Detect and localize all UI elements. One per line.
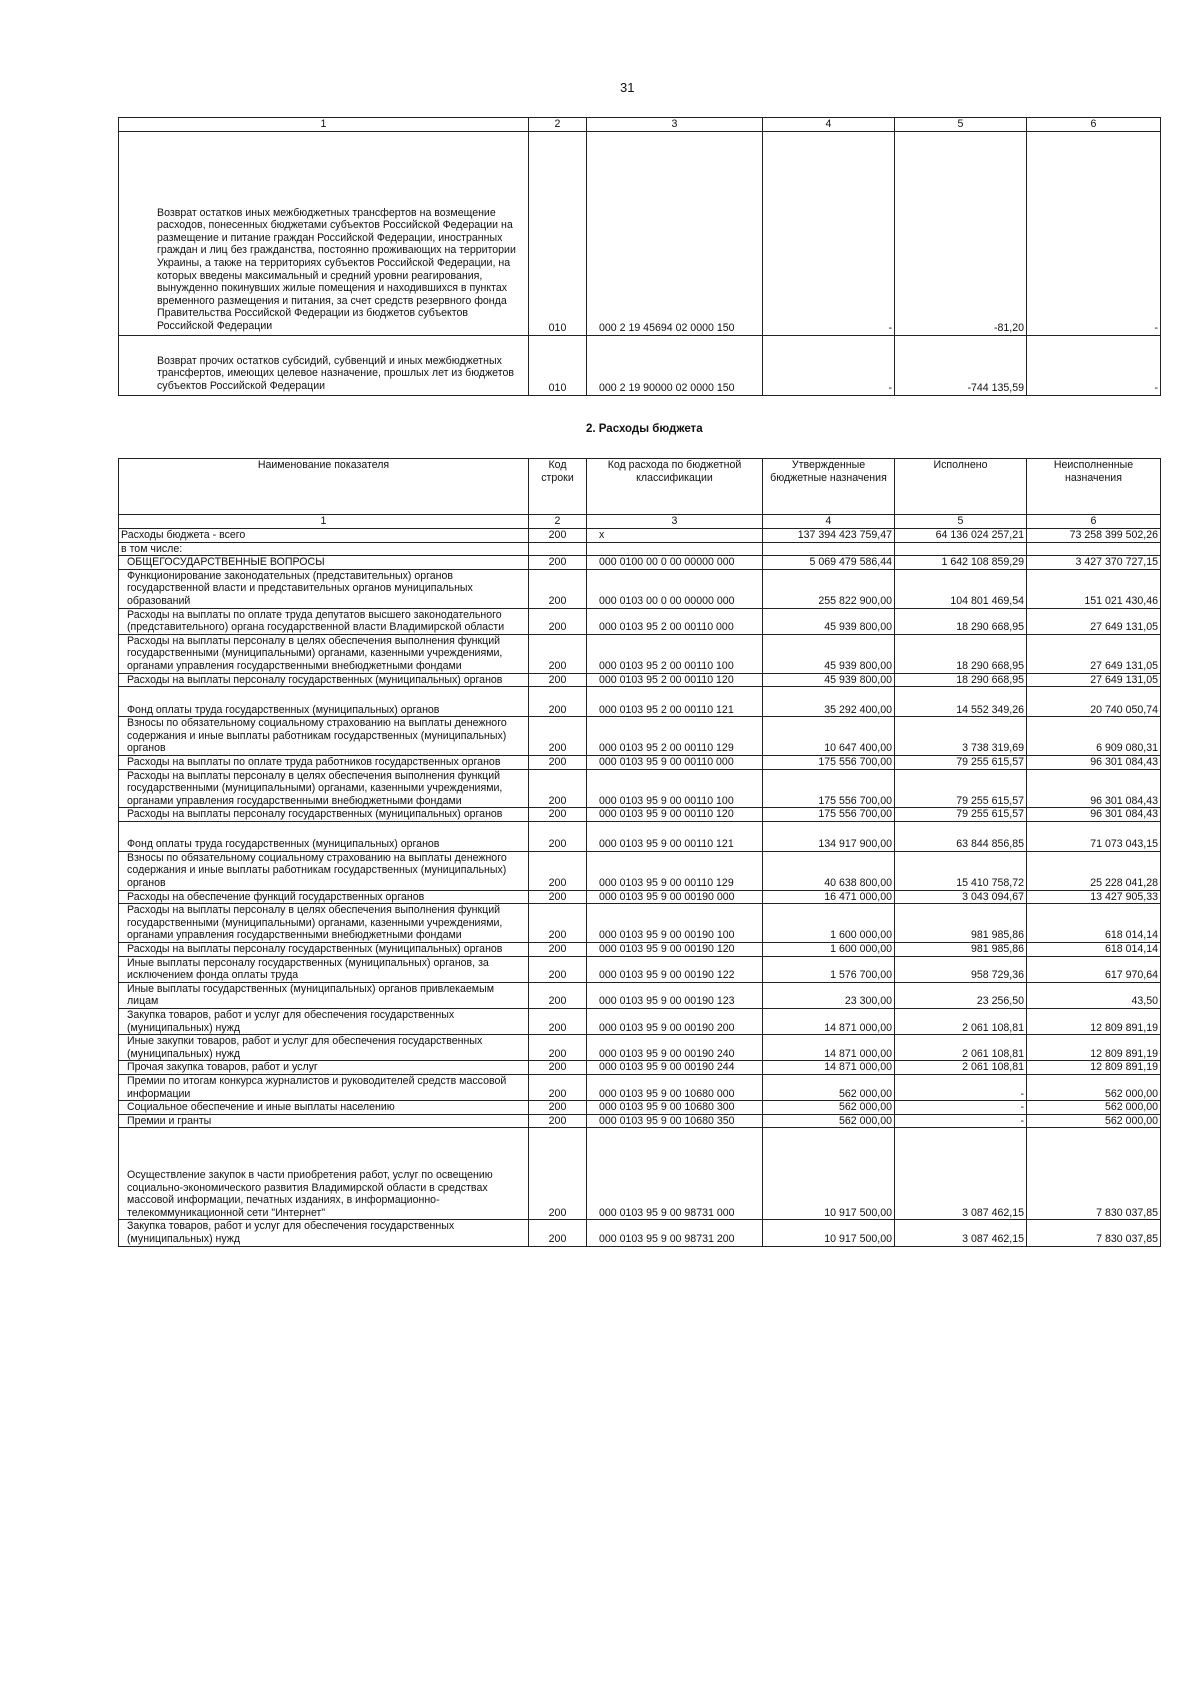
row-line-code: 200	[529, 1220, 587, 1246]
expenses-table	[118, 458, 1161, 1247]
table-row	[119, 982, 1161, 1008]
row-line-code: 010	[529, 131, 587, 335]
table-row	[119, 673, 1161, 687]
row-executed: 18 290 668,95	[895, 634, 1027, 673]
table-row	[119, 1035, 1161, 1061]
row-budget-code: 000 0103 95 9 00 00110 121	[587, 821, 763, 851]
row-budget-code	[587, 542, 763, 556]
row-line-code: 200	[529, 717, 587, 756]
table-row	[119, 808, 1161, 822]
row-unexecuted: 7 830 037,85	[1027, 1128, 1161, 1220]
row-approved: 5 069 479 586,44	[763, 556, 895, 570]
col-num: 4	[763, 515, 895, 529]
row-budget-code: 000 0103 95 2 00 00110 120	[587, 673, 763, 687]
row-approved: 40 638 800,00	[763, 851, 895, 890]
row-budget-code: 000 0103 95 9 00 00110 000	[587, 755, 763, 769]
row-approved: 134 917 900,00	[763, 821, 895, 851]
row-name: Расходы на выплаты персоналу в целях обеспечения выполнения функций государственными (муниципальными) органами, казенными учреждениями, органами управления государственными внебюджетными фондами	[119, 904, 529, 943]
col-num: 2	[529, 118, 587, 132]
row-unexecuted: 96 301 084,43	[1027, 769, 1161, 808]
table-row	[119, 1114, 1161, 1128]
row-line-code: 200	[529, 556, 587, 570]
row-line-code: 200	[529, 904, 587, 943]
expenses-table-body	[119, 528, 1161, 1246]
row-executed: -744 135,59	[895, 335, 1027, 395]
row-approved: 562 000,00	[763, 1101, 895, 1115]
table-row	[119, 956, 1161, 982]
row-unexecuted: 13 427 905,33	[1027, 890, 1161, 904]
table-row	[119, 1061, 1161, 1075]
table-row	[119, 943, 1161, 957]
row-executed: 3 738 319,69	[895, 717, 1027, 756]
row-line-code: 200	[529, 687, 587, 717]
row-line-code: 200	[529, 1074, 587, 1100]
row-unexecuted: -	[1027, 335, 1161, 395]
row-line-code: 200	[529, 608, 587, 634]
income-returns-table	[118, 117, 1161, 396]
row-budget-code: 000 0103 95 9 00 00190 244	[587, 1061, 763, 1075]
row-unexecuted	[1027, 542, 1161, 556]
row-line-code: 200	[529, 1061, 587, 1075]
header-row	[119, 459, 1161, 515]
row-executed: 981 985,86	[895, 943, 1027, 957]
column-number-row	[119, 118, 1161, 132]
row-executed: 79 255 615,57	[895, 808, 1027, 822]
row-name: Расходы бюджета - всего	[119, 528, 529, 542]
table-row	[119, 717, 1161, 756]
table-row	[119, 755, 1161, 769]
row-unexecuted: 617 970,64	[1027, 956, 1161, 982]
row-line-code: 200	[529, 634, 587, 673]
row-approved: 14 871 000,00	[763, 1061, 895, 1075]
row-approved: 175 556 700,00	[763, 808, 895, 822]
table-row	[119, 1220, 1161, 1246]
row-name: в том числе:	[119, 542, 529, 556]
row-unexecuted: 151 021 430,46	[1027, 569, 1161, 608]
section-title: 2. Расходы бюджета	[586, 423, 703, 435]
row-unexecuted: 562 000,00	[1027, 1074, 1161, 1100]
row-line-code: 200	[529, 1101, 587, 1115]
row-executed: -	[895, 1114, 1027, 1128]
row-line-code: 010	[529, 335, 587, 395]
table-row	[119, 528, 1161, 542]
row-name: Закупка товаров, работ и услуг для обеспечения государственных (муниципальных) нужд	[119, 1220, 529, 1246]
table-row	[119, 131, 1161, 335]
header-unexecuted: Неисполненные назначения	[1027, 459, 1161, 515]
col-num: 2	[529, 515, 587, 529]
row-approved: -	[763, 335, 895, 395]
row-approved: 175 556 700,00	[763, 755, 895, 769]
row-budget-code: x	[587, 528, 763, 542]
row-name: Премии и гранты	[119, 1114, 529, 1128]
col-num: 5	[895, 118, 1027, 132]
row-approved: 10 647 400,00	[763, 717, 895, 756]
table-row	[119, 1128, 1161, 1220]
header-name: Наименование показателя	[119, 459, 529, 515]
row-unexecuted: 20 740 050,74	[1027, 687, 1161, 717]
row-budget-code: 000 0103 95 2 00 00110 129	[587, 717, 763, 756]
header-approved: Утвержденные бюджетные назначения	[763, 459, 895, 515]
row-approved: 23 300,00	[763, 982, 895, 1008]
row-budget-code: 000 0103 95 2 00 00110 121	[587, 687, 763, 717]
row-unexecuted: 3 427 370 727,15	[1027, 556, 1161, 570]
row-unexecuted: 27 649 131,05	[1027, 608, 1161, 634]
row-budget-code: 000 0100 00 0 00 00000 000	[587, 556, 763, 570]
row-line-code: 200	[529, 1035, 587, 1061]
row-name: Возврат прочих остатков субсидий, субвенций и иных межбюджетных трансфертов, имеющих целевое назначение, прошлых лет из бюджетов субъектов Российской Федерации	[119, 335, 529, 395]
row-line-code: 200	[529, 851, 587, 890]
row-name: Расходы на выплаты по оплате труда депутатов высшего законодательного (представительного) органа государственной власти Владимирской области	[119, 608, 529, 634]
row-name: Премии по итогам конкурса журналистов и руководителей средств массовой информации	[119, 1074, 529, 1100]
row-budget-code: 000 0103 95 9 00 00110 129	[587, 851, 763, 890]
header-line-code: Код строки	[529, 459, 587, 515]
row-name: Фонд оплаты труда государственных (муниципальных) органов	[119, 821, 529, 851]
row-executed: 18 290 668,95	[895, 673, 1027, 687]
row-name: Взносы по обязательному социальному страхованию на выплаты денежного содержания и иные выплаты работникам государственных (муниципальных) органов	[119, 851, 529, 890]
row-line-code: 200	[529, 982, 587, 1008]
row-line-code: 200	[529, 821, 587, 851]
row-name: Возврат остатков иных межбюджетных трансфертов на возмещение расходов, понесенных бюджетами субъектов Российской Федерации на размещение и питание граждан Российской Федерации, иностранных граждан и лиц без гражданства, постоянно проживающих на территории Украины, а также на территориях субъектов Российской Федерации, на которых введены максимальный и средний уровни реагирования, вынужденно покинувших жилые помещения и находившихся в пунктах временного размещения и питания, за счет средств резервного фонда Правительства Российской Федерации из бюджетов субъектов Российской Федерации	[119, 131, 529, 335]
row-line-code: 200	[529, 943, 587, 957]
row-unexecuted: 12 809 891,19	[1027, 1035, 1161, 1061]
row-name: Расходы на выплаты по оплате труда работников государственных органов	[119, 755, 529, 769]
row-approved: 1 576 700,00	[763, 956, 895, 982]
row-executed: 2 061 108,81	[895, 1035, 1027, 1061]
row-approved: 35 292 400,00	[763, 687, 895, 717]
col-num: 6	[1027, 515, 1161, 529]
row-budget-code: 000 0103 95 9 00 00190 122	[587, 956, 763, 982]
row-budget-code: 000 0103 95 9 00 00190 000	[587, 890, 763, 904]
row-budget-code: 000 0103 95 2 00 00110 100	[587, 634, 763, 673]
row-executed: 23 256,50	[895, 982, 1027, 1008]
table-row	[119, 634, 1161, 673]
row-line-code: 200	[529, 1114, 587, 1128]
row-budget-code: 000 0103 95 9 00 98731 000	[587, 1128, 763, 1220]
row-budget-code: 000 0103 95 9 00 00190 200	[587, 1009, 763, 1035]
row-unexecuted: 71 073 043,15	[1027, 821, 1161, 851]
row-line-code: 200	[529, 808, 587, 822]
row-approved: 14 871 000,00	[763, 1009, 895, 1035]
row-name: Расходы на обеспечение функций государственных органов	[119, 890, 529, 904]
row-executed: 79 255 615,57	[895, 769, 1027, 808]
row-executed: 2 061 108,81	[895, 1061, 1027, 1075]
row-line-code: 200	[529, 1128, 587, 1220]
row-unexecuted: 73 258 399 502,26	[1027, 528, 1161, 542]
row-unexecuted: 12 809 891,19	[1027, 1009, 1161, 1035]
row-executed: 1 642 108 859,29	[895, 556, 1027, 570]
row-approved: 137 394 423 759,47	[763, 528, 895, 542]
row-unexecuted: 6 909 080,31	[1027, 717, 1161, 756]
row-budget-code: 000 0103 95 9 00 00190 120	[587, 943, 763, 957]
row-executed: 3 087 462,15	[895, 1220, 1027, 1246]
col-num: 1	[119, 118, 529, 132]
col-num: 3	[587, 118, 763, 132]
header-budget-code: Код расхода по бюджетной классификации	[587, 459, 763, 515]
row-unexecuted: -	[1027, 131, 1161, 335]
row-unexecuted: 96 301 084,43	[1027, 755, 1161, 769]
table-row	[119, 1074, 1161, 1100]
row-unexecuted: 618 014,14	[1027, 904, 1161, 943]
row-unexecuted: 618 014,14	[1027, 943, 1161, 957]
row-name: Расходы на выплаты персоналу государственных (муниципальных) органов	[119, 943, 529, 957]
row-name: Иные выплаты государственных (муниципальных) органов привлекаемым лицам	[119, 982, 529, 1008]
row-budget-code: 000 0103 95 9 00 00190 100	[587, 904, 763, 943]
row-name: Иные закупки товаров, работ и услуг для обеспечения государственных (муниципальных) нужд	[119, 1035, 529, 1061]
row-executed: -	[895, 1074, 1027, 1100]
row-name: Иные выплаты персоналу государственных (муниципальных) органов, за исключением фонда оплаты труда	[119, 956, 529, 982]
col-num: 5	[895, 515, 1027, 529]
row-unexecuted: 562 000,00	[1027, 1101, 1161, 1115]
row-unexecuted: 12 809 891,19	[1027, 1061, 1161, 1075]
row-budget-code: 000 0103 95 9 00 10680 300	[587, 1101, 763, 1115]
row-approved: -	[763, 131, 895, 335]
table-row	[119, 1101, 1161, 1115]
table-row	[119, 687, 1161, 717]
row-unexecuted: 562 000,00	[1027, 1114, 1161, 1128]
row-approved: 45 939 800,00	[763, 634, 895, 673]
col-num: 1	[119, 515, 529, 529]
row-executed: 79 255 615,57	[895, 755, 1027, 769]
row-executed: 18 290 668,95	[895, 608, 1027, 634]
row-approved: 10 917 500,00	[763, 1220, 895, 1246]
row-name: Прочая закупка товаров, работ и услуг	[119, 1061, 529, 1075]
row-line-code: 200	[529, 569, 587, 608]
row-budget-code: 000 0103 00 0 00 00000 000	[587, 569, 763, 608]
row-executed: 3 043 094,67	[895, 890, 1027, 904]
row-executed: 958 729,36	[895, 956, 1027, 982]
row-executed: 64 136 024 257,21	[895, 528, 1027, 542]
row-executed: 104 801 469,54	[895, 569, 1027, 608]
col-num: 6	[1027, 118, 1161, 132]
table-row	[119, 335, 1161, 395]
row-name: Осуществление закупок в части приобретения работ, услуг по освещению социально-экономического развития Владимирской области в средствах массовой информации, печатных изданиях, в информационно-телекоммуникационной сети "Интернет"	[119, 1128, 529, 1220]
row-budget-code: 000 0103 95 9 00 00110 100	[587, 769, 763, 808]
row-name: Расходы на выплаты персоналу государственных (муниципальных) органов	[119, 673, 529, 687]
table-row	[119, 904, 1161, 943]
row-name: Фонд оплаты труда государственных (муниципальных) органов	[119, 687, 529, 717]
row-unexecuted: 27 649 131,05	[1027, 634, 1161, 673]
row-approved: 14 871 000,00	[763, 1035, 895, 1061]
row-line-code: 200	[529, 673, 587, 687]
table-row	[119, 851, 1161, 890]
row-executed: 981 985,86	[895, 904, 1027, 943]
row-line-code: 200	[529, 956, 587, 982]
row-approved: 562 000,00	[763, 1074, 895, 1100]
row-executed: 3 087 462,15	[895, 1128, 1027, 1220]
table-row	[119, 769, 1161, 808]
row-name: ОБЩЕГОСУДАРСТВЕННЫЕ ВОПРОСЫ	[119, 556, 529, 570]
row-line-code	[529, 542, 587, 556]
row-line-code: 200	[529, 755, 587, 769]
row-line-code: 200	[529, 528, 587, 542]
row-approved: 562 000,00	[763, 1114, 895, 1128]
row-name: Расходы на выплаты персоналу государственных (муниципальных) органов	[119, 808, 529, 822]
row-unexecuted: 96 301 084,43	[1027, 808, 1161, 822]
page-number: 31	[620, 80, 635, 95]
row-budget-code: 000 2 19 45694 02 0000 150	[587, 131, 763, 335]
row-executed: 2 061 108,81	[895, 1009, 1027, 1035]
row-name: Социальное обеспечение и иные выплаты населению	[119, 1101, 529, 1115]
row-approved: 45 939 800,00	[763, 673, 895, 687]
row-line-code: 200	[529, 1009, 587, 1035]
row-budget-code: 000 2 19 90000 02 0000 150	[587, 335, 763, 395]
row-approved: 10 917 500,00	[763, 1128, 895, 1220]
row-name: Взносы по обязательному социальному страхованию на выплаты денежного содержания и иные выплаты работникам государственных (муниципальных) органов	[119, 717, 529, 756]
table-row	[119, 556, 1161, 570]
table-row	[119, 1009, 1161, 1035]
table-row	[119, 569, 1161, 608]
row-unexecuted: 27 649 131,05	[1027, 673, 1161, 687]
row-approved	[763, 542, 895, 556]
row-approved: 255 822 900,00	[763, 569, 895, 608]
row-budget-code: 000 0103 95 2 00 00110 000	[587, 608, 763, 634]
row-executed: 14 552 349,26	[895, 687, 1027, 717]
row-executed: 63 844 856,85	[895, 821, 1027, 851]
row-budget-code: 000 0103 95 9 00 00190 123	[587, 982, 763, 1008]
column-number-row	[119, 515, 1161, 529]
row-executed: 15 410 758,72	[895, 851, 1027, 890]
row-name: Расходы на выплаты персоналу в целях обеспечения выполнения функций государственными (муниципальными) органами, казенными учреждениями, органами управления государственными внебюджетными фондами	[119, 769, 529, 808]
row-approved: 1 600 000,00	[763, 904, 895, 943]
row-unexecuted: 25 228 041,28	[1027, 851, 1161, 890]
row-line-code: 200	[529, 769, 587, 808]
row-unexecuted: 7 830 037,85	[1027, 1220, 1161, 1246]
row-line-code: 200	[529, 890, 587, 904]
table-row	[119, 542, 1161, 556]
row-budget-code: 000 0103 95 9 00 98731 200	[587, 1220, 763, 1246]
row-name: Расходы на выплаты персоналу в целях обеспечения выполнения функций государственными (муниципальными) органами, казенными учреждениями, органами управления государственными внебюджетными фондами	[119, 634, 529, 673]
row-budget-code: 000 0103 95 9 00 10680 350	[587, 1114, 763, 1128]
row-approved: 1 600 000,00	[763, 943, 895, 957]
header-executed: Исполнено	[895, 459, 1027, 515]
row-budget-code: 000 0103 95 9 00 00190 240	[587, 1035, 763, 1061]
row-budget-code: 000 0103 95 9 00 00110 120	[587, 808, 763, 822]
row-name: Закупка товаров, работ и услуг для обеспечения государственных (муниципальных) нужд	[119, 1009, 529, 1035]
row-executed: -81,20	[895, 131, 1027, 335]
row-budget-code: 000 0103 95 9 00 10680 000	[587, 1074, 763, 1100]
row-approved: 45 939 800,00	[763, 608, 895, 634]
row-approved: 175 556 700,00	[763, 769, 895, 808]
row-name: Функционирование законодательных (представительных) органов государственной власти и представительных органов муниципальных образований	[119, 569, 529, 608]
table-row	[119, 608, 1161, 634]
row-executed	[895, 542, 1027, 556]
table-row	[119, 890, 1161, 904]
table-row	[119, 821, 1161, 851]
row-approved: 16 471 000,00	[763, 890, 895, 904]
col-num: 3	[587, 515, 763, 529]
col-num: 4	[763, 118, 895, 132]
row-executed: -	[895, 1101, 1027, 1115]
row-unexecuted: 43,50	[1027, 982, 1161, 1008]
